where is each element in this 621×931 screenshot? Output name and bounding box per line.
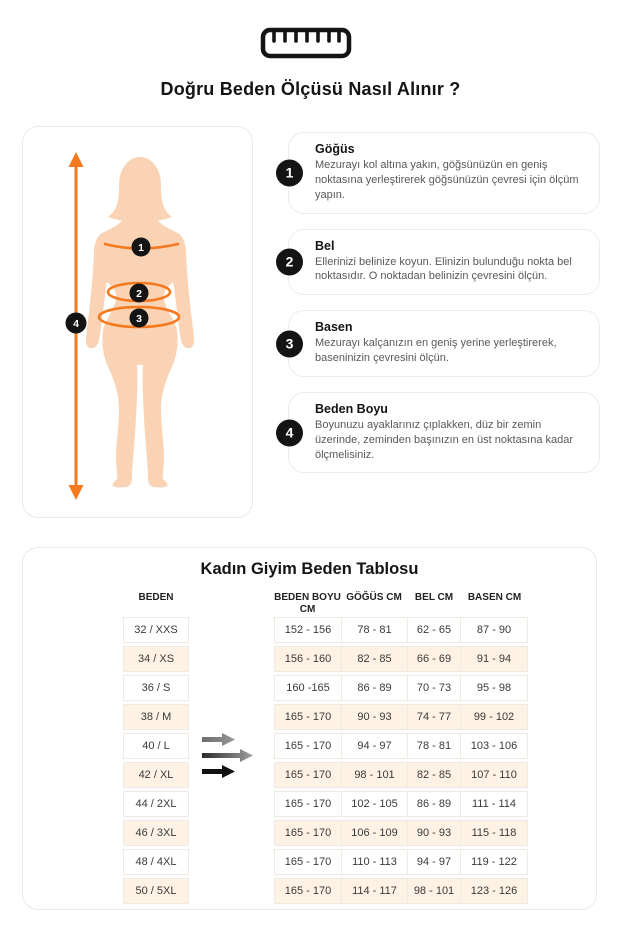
table-row: 165 - 170 106 - 109 90 - 93 115 - 118 xyxy=(274,820,528,846)
column-header-beden-boyu: BEDEN BOYU CM xyxy=(274,592,341,615)
size-cell: 34 / XS xyxy=(123,646,189,672)
size-cell: 48 / 4XL xyxy=(123,849,189,875)
table-row: 165 - 170 94 - 97 78 - 81 103 - 106 xyxy=(274,733,528,759)
figure-marker-3: 3 xyxy=(136,312,142,325)
step-1-badge: 1 xyxy=(276,159,303,186)
size-cell: 38 / M xyxy=(123,704,189,730)
measurements-table xyxy=(274,590,528,907)
size-cell: 44 / 2XL xyxy=(123,791,189,817)
instruction-title: Basen xyxy=(315,320,353,335)
size-column xyxy=(123,590,189,907)
table-row: 152 - 156 78 - 81 62 - 65 87 - 90 xyxy=(274,617,528,643)
instruction-text: Mezurayı kalçanızın en geniş yerine yerleştirerek, baseninizin çevresini ölçün. xyxy=(315,337,557,365)
instruction-text: Ellerinizi belinize koyun. Elinizin bulunduğu nokta bel noktasıdır. O noktadan belinizin çevresini ölçün. xyxy=(315,255,572,283)
instruction-card-gogus xyxy=(285,132,600,214)
size-cell: 46 / 3XL xyxy=(123,820,189,846)
size-table-title: Kadın Giyim Beden Tablosu xyxy=(200,560,419,578)
size-cell: 36 / S xyxy=(123,675,189,701)
table-row: 165 - 170 90 - 93 74 - 77 99 - 102 xyxy=(274,704,528,730)
body-figure-illustration xyxy=(23,127,251,516)
table-row: 156 - 160 82 - 85 66 - 69 91 - 94 xyxy=(274,646,528,672)
step-3-badge: 3 xyxy=(276,330,303,357)
size-cell: 32 / XXS xyxy=(123,617,189,643)
size-pointer-arrows-icon xyxy=(202,732,260,782)
measurement-instructions xyxy=(285,132,600,473)
table-row: 165 - 170 98 - 101 82 - 85 107 - 110 xyxy=(274,762,528,788)
table-row: 160 -165 86 - 89 70 - 73 95 - 98 xyxy=(274,675,528,701)
size-cell: 42 / XL xyxy=(123,762,189,788)
table-row: 165 - 170 102 - 105 86 - 89 111 - 114 xyxy=(274,791,528,817)
column-header-basen: BASEN CM xyxy=(467,592,522,603)
instruction-card-beden-boyu xyxy=(285,392,600,474)
instruction-text: Boyunuzu ayaklarınız çıplakken, düz bir zemin üzerinde, zeminden başınızın en üst noktasına kadar ölçmelisiniz. xyxy=(315,418,574,461)
instruction-text: Mezurayı kol altına yakın, göğsünüzün en geniş noktasına yerleştirerek göğsünüzün çevresi için ölçüm yapın. xyxy=(315,159,579,201)
instruction-title: Bel xyxy=(315,238,335,253)
step-2-badge: 2 xyxy=(276,248,303,275)
figure-marker-1: 1 xyxy=(138,241,144,254)
body-measurement-figure-panel xyxy=(22,126,253,518)
instruction-title: Göğüs xyxy=(315,142,355,156)
page-title: Doğru Beden Ölçüsü Nasıl Alınır ? xyxy=(160,79,461,99)
figure-marker-2: 2 xyxy=(136,287,142,300)
size-cell: 40 / L xyxy=(123,733,189,759)
figure-marker-4: 4 xyxy=(73,318,79,330)
instruction-card-basen xyxy=(285,310,600,377)
table-row: 165 - 170 110 - 113 94 - 97 119 - 122 xyxy=(274,849,528,875)
size-table-panel xyxy=(22,547,597,910)
column-header-gogus: GÖĞÜS CM xyxy=(346,592,402,603)
instruction-title: Beden Boyu xyxy=(315,401,388,416)
column-header-bel: BEL CM xyxy=(414,592,454,603)
step-4-badge: 4 xyxy=(276,419,303,446)
measurements-header-row xyxy=(274,590,528,617)
size-cell: 50 / 5XL xyxy=(123,878,189,904)
table-row: 165 - 170 114 - 117 98 - 101 123 - 126 xyxy=(274,878,528,904)
instruction-card-bel xyxy=(285,229,600,296)
column-header-beden: BEDEN xyxy=(138,592,174,603)
ruler-icon xyxy=(260,27,352,59)
